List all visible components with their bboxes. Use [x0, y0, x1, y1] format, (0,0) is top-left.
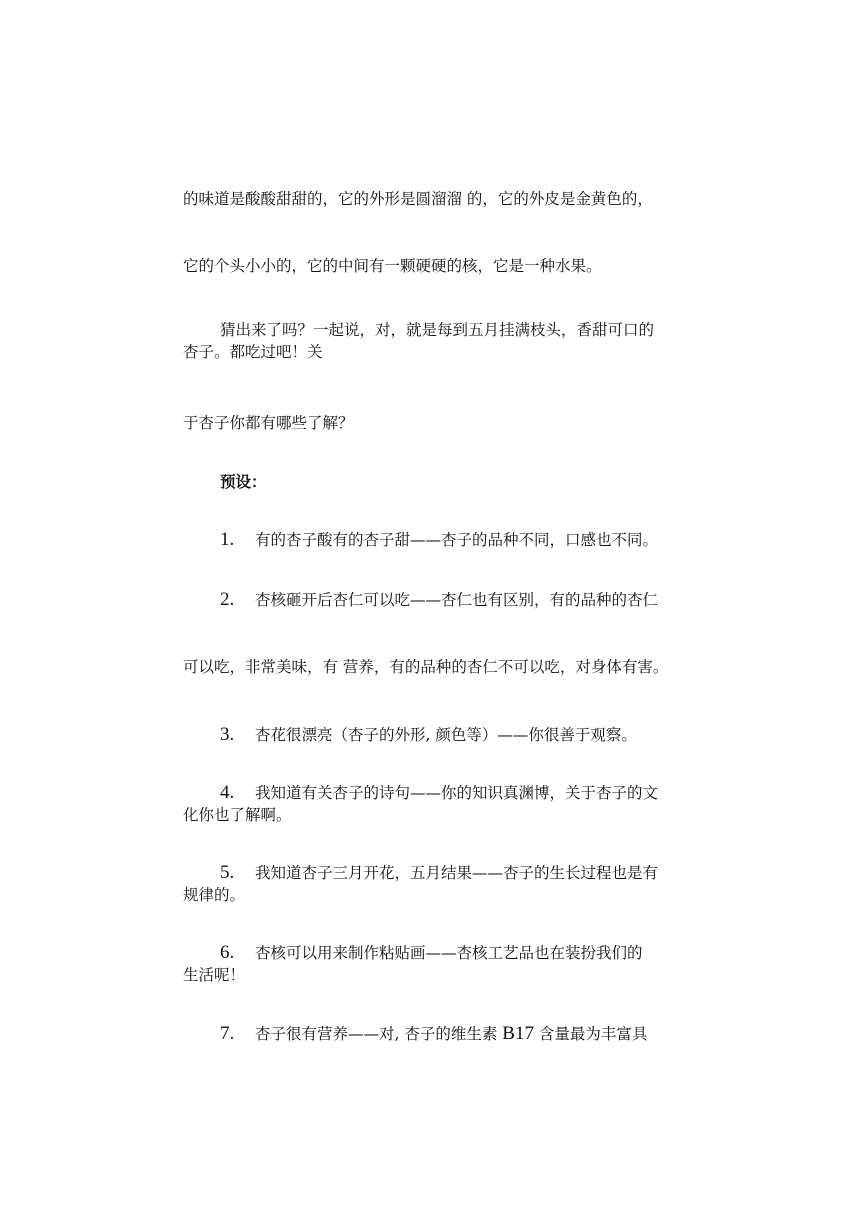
list-item	[220, 529, 720, 551]
list-item-text: 杏核砸开后杏仁可以吃——杏仁也有区别，有的品种的杏仁	[255, 591, 659, 609]
list-item-text: 杏核可以用来制作粘贴画——杏核工艺品也在装扮我们的	[255, 944, 643, 962]
paragraph-line: 于杏子你都有哪些了解？	[183, 414, 354, 432]
list-item-number: 3.	[220, 724, 235, 745]
list-item-text: 杏花很漂亮（杏子的外形, 颜色等）——你很善于观察。	[255, 726, 637, 744]
list-item	[220, 589, 720, 611]
list-item-number: 4.	[220, 782, 235, 803]
list-item	[220, 862, 720, 884]
list-item-number: 6.	[220, 942, 235, 963]
list-item-text: 含量最为丰富具	[533, 1025, 648, 1043]
list-item-continuation: 规律的。	[183, 886, 246, 904]
list-item-text: 有的杏子酸有的杏子甜——杏子的品种不同，口感也不同。	[255, 531, 659, 549]
paragraph-line: 的味道是酸酸甜甜的，它的外形是圆溜溜 的，它的外皮是金黄色的，	[183, 190, 653, 208]
list-item	[220, 724, 720, 746]
list-item-number: 7.	[220, 1023, 235, 1044]
paragraph-line: 它的个头小小的，它的中间有一颗硬硬的核，它是一种水果。	[183, 257, 602, 275]
list-item-continuation: 化你也了解啊。	[183, 806, 292, 824]
list-item-text: 我知道杏子三月开花，五月结果——杏子的生长过程也是有	[255, 864, 659, 882]
list-item-number: 2.	[220, 589, 235, 610]
list-item	[220, 942, 720, 964]
list-item-number: 1.	[220, 529, 235, 550]
list-item-continuation: 可以吃，非常美味，有 营养，有的品种的杏仁不可以吃，对身体有害。	[183, 658, 669, 676]
list-item	[220, 782, 720, 804]
list-item-continuation: 生活呢！	[183, 966, 246, 984]
list-item-number: 5.	[220, 862, 235, 883]
paragraph-line: 猜出来了吗？一起说，对，就是每到五月挂满枝头，香甜可口的	[220, 321, 655, 339]
section-heading: 预设：	[220, 472, 267, 491]
list-item-text: 杏子很有营养——对, 杏子的维生素	[255, 1025, 503, 1043]
paragraph-line: 杏子。都吃过吧！关	[183, 343, 323, 361]
list-item-text: 我知道有关杏子的诗句——你的知识真渊博，关于杏子的文	[255, 784, 659, 802]
list-item	[220, 1023, 720, 1045]
vitamin-label: B17	[502, 1023, 534, 1044]
